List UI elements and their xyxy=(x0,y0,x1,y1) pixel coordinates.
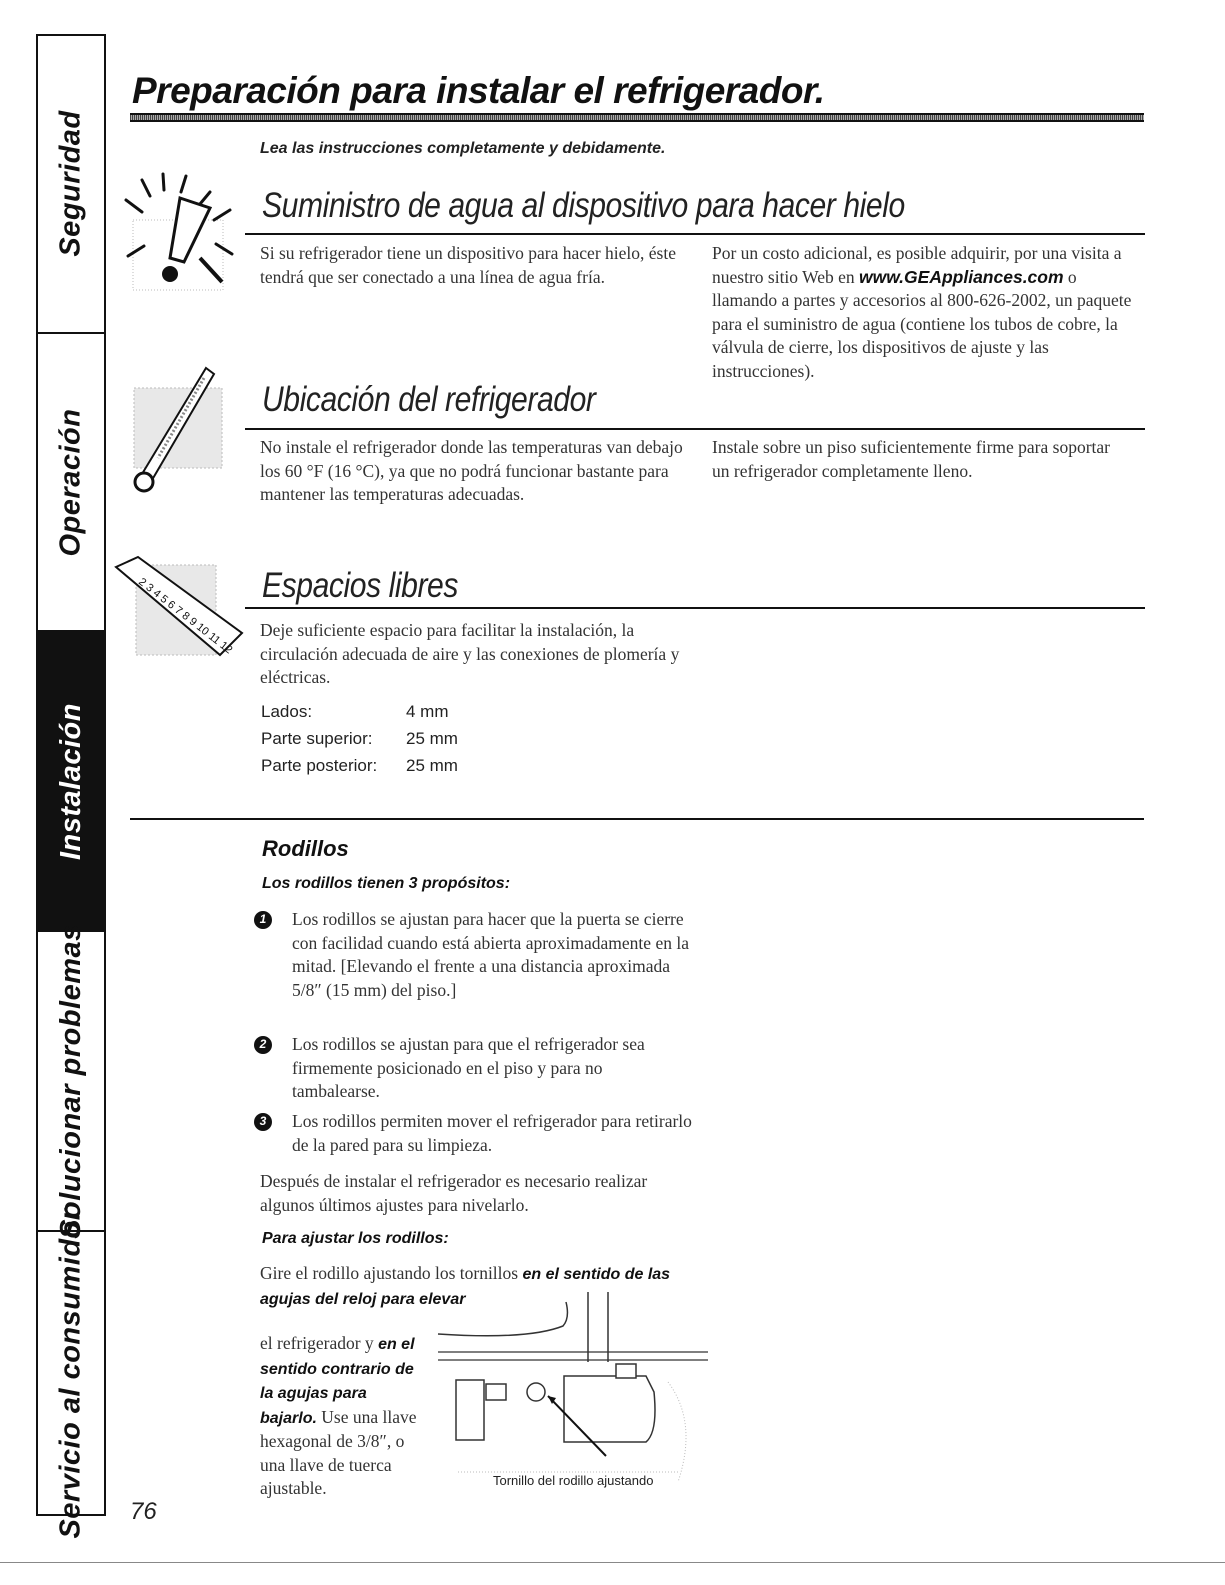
adjust-text-part: el refrigerador y xyxy=(260,1333,379,1353)
section-tab-bar xyxy=(36,34,106,1539)
ruler-icon xyxy=(108,555,248,670)
warning-icon xyxy=(118,170,248,300)
tab-instalacion[interactable] xyxy=(38,632,104,932)
tab-label: Solucionar problemas xyxy=(54,923,87,1239)
location-heading: Ubicación del refrigerador xyxy=(262,380,596,419)
adjust-emphasis: en el sentido contrario de la agujas para bajarlo. xyxy=(260,1336,415,1427)
roller-purpose-text: Los rodillos se ajustan para que el refrigerador sea firmemente posicionado en el piso y para no tambalearse. xyxy=(292,1034,645,1101)
rollers-after-text: Después de instalar el refrigerador es necesario realizar algunos últimos ajustes para nivelarlo. xyxy=(260,1171,648,1215)
clearance-row xyxy=(261,752,458,779)
clearance-value: 4 mm xyxy=(406,702,449,721)
water-supply-kit-text xyxy=(712,242,1142,383)
clearance-table xyxy=(261,698,458,779)
title-rule xyxy=(130,113,1144,122)
tab-solucionar-problemas[interactable] xyxy=(38,923,104,1239)
kit-text-part: o llamando a partes y accesorios al 800-626-2002, un paquete para el suministro de agua (contiene los tubos de cobre, la válvula de cierre, los dispositivos de ajuste y las instrucciones). xyxy=(712,266,1132,381)
adjust-rollers-heading: Para ajustar los rodillos: xyxy=(262,1230,449,1247)
rollers-subheading: Los rodillos tienen 3 propósitos: xyxy=(262,875,511,892)
adjust-emphasis: en el sentido de las agujas del reloj para elevar xyxy=(260,1266,671,1308)
roller-purpose-item xyxy=(254,1110,694,1157)
clearance-row xyxy=(261,725,458,752)
thermometer-icon xyxy=(128,362,228,502)
clearance-row xyxy=(261,698,458,725)
water-supply-text: Si su refrigerador tiene un dispositivo para hacer hielo, éste tendrá que ser conectado a una línea de agua fría. xyxy=(260,243,676,287)
roller-purpose-item xyxy=(254,908,694,1002)
intro-text: Lea las instrucciones completamente y debidamente. xyxy=(260,140,666,157)
water-supply-heading: Suministro de agua al dispositivo para hacer hielo xyxy=(262,186,905,225)
tab-servicio-consumidor[interactable] xyxy=(38,1207,104,1539)
adjust-text-part: Use una llave hexagonal de 3/8″, o una llave de tuerca ajustable. xyxy=(260,1406,417,1498)
page-bottom-line xyxy=(0,1562,1225,1563)
tab-label: Seguridad xyxy=(54,109,87,257)
clearance-label: Lados: xyxy=(261,702,313,721)
svg-text:2 3 4 5 6 7 8 9 10 11 12: 2 3 4 5 6 7 8 9 10 11 12 xyxy=(136,575,235,657)
roller-purpose-text: Los rodillos permiten mover el refrigerador para retirarlo de la pared para su limpieza. xyxy=(292,1111,692,1155)
location-text: No instale el refrigerador donde las temperaturas van debajo los 60 °F (16 °C), ya que no podrá funcionar bastante para mantener las temperaturas adecuadas. xyxy=(260,437,683,504)
clearance-text: Deje suficiente espacio para facilitar la instalación, la circulación adecuada de aire y las conexiones de plomería y eléctricas. xyxy=(260,620,680,687)
section-rule xyxy=(245,607,1145,609)
clearance-label: Parte superior: xyxy=(261,729,373,748)
tab-label: Instalación xyxy=(54,702,87,860)
clearance-heading: Espacios libres xyxy=(262,566,458,605)
roller-diagram xyxy=(428,1292,708,1497)
number-3-icon: 3 xyxy=(254,1113,272,1131)
figure-caption: Tornillo del rodillo ajustando xyxy=(493,1473,654,1488)
number-1-icon: 1 xyxy=(254,911,272,929)
tab-label: Operación xyxy=(54,408,87,556)
adjust-instructions-cont xyxy=(260,1332,428,1501)
number-2-icon: 2 xyxy=(254,1036,272,1054)
tab-operacion[interactable] xyxy=(38,334,104,632)
ge-website-link[interactable]: www.GEAppliances.com xyxy=(859,266,1064,287)
adjust-text-part: Gire el rodillo ajustando los tornillos xyxy=(260,1263,523,1283)
kit-text-part: Por un costo adicional, es posible adquirir, por una visita a nuestro sitio Web en xyxy=(712,243,1122,287)
clearance-value: 25 mm xyxy=(406,729,458,748)
clearance-label: Parte posterior: xyxy=(261,756,378,775)
page-title: Preparación para instalar el refrigerador. xyxy=(132,70,825,111)
clearance-value: 25 mm xyxy=(406,756,458,775)
rollers-heading: Rodillos xyxy=(262,836,349,861)
tab-seguridad[interactable] xyxy=(38,34,104,334)
section-divider xyxy=(130,818,1144,820)
location-floor-text: Instale sobre un piso suficientemente firme para soportar un refrigerador completamente lleno. xyxy=(712,437,1110,481)
section-rule xyxy=(245,233,1145,235)
roller-purpose-text: Los rodillos se ajustan para hacer que la puerta se cierre con facilidad cuando está abierta aproximadamente en la mitad. [Elevando el frente a una distancia aproximada 5/8″ (15 mm) del piso.] xyxy=(292,909,689,1000)
section-rule xyxy=(245,428,1145,430)
page-number: 76 xyxy=(130,1498,157,1525)
tab-label: Servicio al consumidor xyxy=(54,1207,87,1539)
roller-purpose-item xyxy=(254,1033,694,1104)
